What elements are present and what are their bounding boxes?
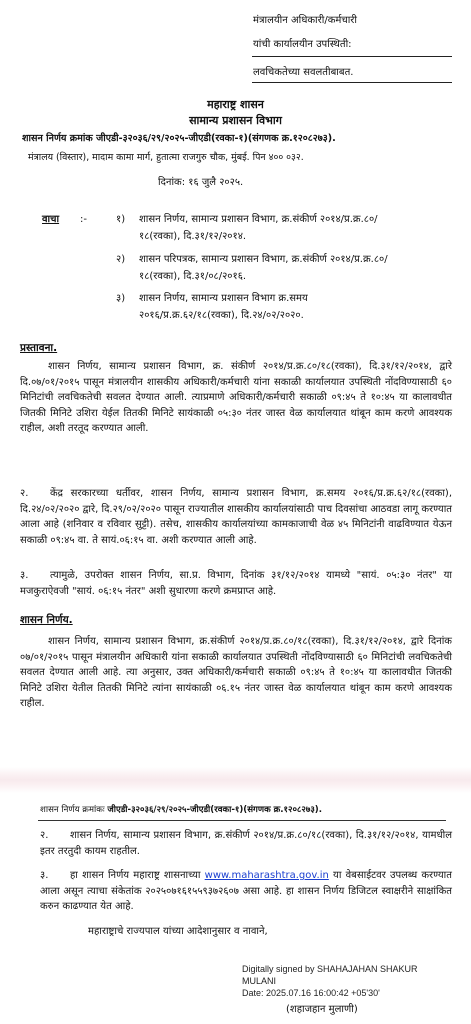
reference-1-line2: १८(रवका), दि.३१/१२/२०१४. xyxy=(139,231,247,242)
header-note-subject: लवचिकतेच्या सवलतीबाबत. xyxy=(253,67,354,78)
header-note-divider-bottom xyxy=(252,82,452,83)
page2-reference-line xyxy=(40,804,322,817)
page2-reference-prefix: शासन निर्णय क्रमांकः xyxy=(40,805,105,815)
department-title: सामान्य प्रशासन विभाग xyxy=(189,114,282,127)
digital-signature-line1: Digitally signed by SHAHAJAHAN SHAKUR xyxy=(242,964,418,974)
header-note-divider xyxy=(252,56,452,57)
decision-paragraph: शासन निर्णय, सामान्य प्रशासन विभाग, क्र.संकीर्ण २०१४/प्र.क्र.८०/१८(रवका), दि.३१/१२/२०१४, द्वारे दिनांक ०७/०१/२०१५ पासून मंत्रालयीन अधिकारी यांना सकाळी कार्यालयात उपस्थिती नोंदविण्यासाठी ६० मिनिटांची लवचिकतेची सवलत देण्यात आली आहे. त्या अनुसार, उक्त अधिकारी/कर्मचारी सकाळी ०९:४५ ते १०:४५ या कालावधीत जितकी मिनिटे उशिरा येतील तितकी मिनिटे त्यांना सायंकाळी ०६.१५ नंतर जास्त वेळ कार्यालयात थांबून काम करणे आवश्यक राहील. xyxy=(20,636,452,710)
closing-line: महाराष्ट्राचे राज्यपाल यांच्या आदेशानुसार व नावाने, xyxy=(88,926,268,937)
reference-1-number: १) xyxy=(116,214,126,225)
page2-item-3-text-before: हा शासन निर्णय महाराष्ट्र शासनाच्या xyxy=(70,870,201,881)
reference-3-line1: शासन निर्णय, सामान्य प्रशासन विभाग क्र.समय xyxy=(139,293,308,304)
digital-signature-line2: MULANI xyxy=(242,976,277,986)
header-note-line2: यांची कार्यालयीन उपस्थिती: xyxy=(253,39,352,50)
maharashtra-website-link[interactable]: www.maharashtra.gov.in xyxy=(204,870,329,881)
page2-header-divider xyxy=(38,820,446,821)
digital-signature-date: Date: 2025.07.16 16:00:42 +05'30' xyxy=(242,988,380,998)
preamble-paragraph-1: शासन निर्णय, सामान्य प्रशासन विभाग, क्र. संकीर्ण २०१४/प्र.क्र.८०/१८(रवका), दि.३१/१२/२०१४, द्वारे दि.०७/०१/२०१५ पासून मंत्रालयीन शासकीय अधिकारी/कर्मचारी यांना सकाळी कार्यालयात उपस्थिती नोंदविण्यासाठी ६० मिनिटांची लवचिकतेची सवलत देण्यात आली. त्याप्रमाणे अधिकारी/कर्मचारी सकाळी ०९:४५ ते १०:४५ या कालावधीत जितकी मिनिटे उशिरा येईल तितकी मिनिटे सायंकाळी ०५:३० नंतर जास्त वेळ कार्यालयात थांबून काम करणे आवश्यक राहील, अशी तरतूद करण्यात आली. xyxy=(20,361,452,435)
reference-2-line2: १८(रवका), दि.३१/०८/२०१६. xyxy=(139,271,247,282)
office-address: मंत्रालय (विस्तार), मादाम कामा मार्ग, हुतात्मा राजगुरु चौक, मुंबई. पिन ४०० ०३२. xyxy=(28,152,304,163)
decision-heading: शासन निर्णय. xyxy=(20,614,73,626)
preamble-paragraph-3-number: ३. xyxy=(20,570,29,581)
signatory-name: (शहाजहान मुलाणी) xyxy=(286,1004,358,1015)
page2-item-3-number: ३. xyxy=(40,870,49,881)
preamble-paragraph-2: केंद्र सरकारच्या धर्तीवर, शासन निर्णय, सामान्य प्रशासन विभाग, क्र.समय २०१६/प्र.क्र.६२/१८(रवका), दि.२४/०२/२०२० द्वारे, दि.२९/०२/२०२० पासून राज्यातील शासकीय कार्यालयांसाठी पाच दिवसांचा आठवडा लागू करण्यात आला आहे (शनिवार व रविवार सुट्टी). तसेच, शासकीय कार्यालयांच्या कामकाजाची वेळ ४५ मिनिटांनी वाढविण्यात येऊन सकाळी ०९:४५ वा. ते सायं.०६:१५ वा. अशी करण्यात आली आहे. xyxy=(20,488,452,546)
government-title: महाराष्ट्र शासन xyxy=(207,98,264,111)
page2-item-2-number: २. xyxy=(40,830,49,841)
decision-number: शासन निर्णय क्रमांक जीएडी-३२०३६/२९/२०२५-जीएडी(रवका-१)(संगणक क्र.१२०८२७३). xyxy=(22,133,336,144)
reference-3-line2: २०१६/प्र.क्र.६२/१८(रवका), दि.२४/०२/२०२०. xyxy=(139,310,304,321)
references-separator: :- xyxy=(80,214,87,225)
preamble-heading: प्रस्तावना. xyxy=(20,342,58,354)
page2-item-3 xyxy=(40,868,452,915)
references-label: वाचा xyxy=(42,214,60,225)
preamble-paragraph-3: त्यामुळे, उपरोक्त शासन निर्णय, सा.प्र. विभाग, दिनांक ३१/१२/२०१४ यामध्ये "सायं. ०५:३० नंतर" या मजकुराऐवजी "सायं. ०६:१५ नंतर" अशी सुधारणा करणे क्रमप्राप्त आहे. xyxy=(20,570,452,597)
decision-date: दिनांक: १६ जुलै २०२५. xyxy=(158,177,244,188)
page2-reference-number: जीएडी-३२०३६/२९/२०२५-जीएडी(रवका-१)(संगणक क्र.१२०८२७३). xyxy=(107,805,322,815)
page-break xyxy=(0,767,471,793)
reference-2-number: २) xyxy=(116,254,126,265)
reference-1-line1: शासन निर्णय, सामान्य प्रशासन विभाग, क्र.संकीर्ण २०१४/प्र.क्र.८०/ xyxy=(139,214,378,225)
preamble-paragraph-2-number: २. xyxy=(20,488,29,499)
page2-item-2: शासन निर्णय, सामान्य प्रशासन विभाग, क्र.संकीर्ण २०१४/प्र.क्र.८०/१८(रवका), दि.३१/१२/२०१४, यामधील इतर तरतुदी कायम राहतील. xyxy=(40,830,452,857)
reference-3-number: ३) xyxy=(116,293,126,304)
reference-2-line1: शासन परिपत्रक, सामान्य प्रशासन विभाग, क्र.संकीर्ण २०१४/प्र.क्र.८०/ xyxy=(139,254,388,265)
header-note-line1: मंत्रालयीन अधिकारी/कर्मचारी xyxy=(253,15,357,26)
page2-item-3-text-after: या वेबसाईटवर उपलब्ध करण्यात आला असून त्याचा संकेतांक २०२५०७१६१५५९३७२६०७ असा आहे. हा शासन निर्णय डिजिटल स्वाक्षरीने साक्षांकित करुन काढण्यात येत आहे. xyxy=(40,870,452,913)
